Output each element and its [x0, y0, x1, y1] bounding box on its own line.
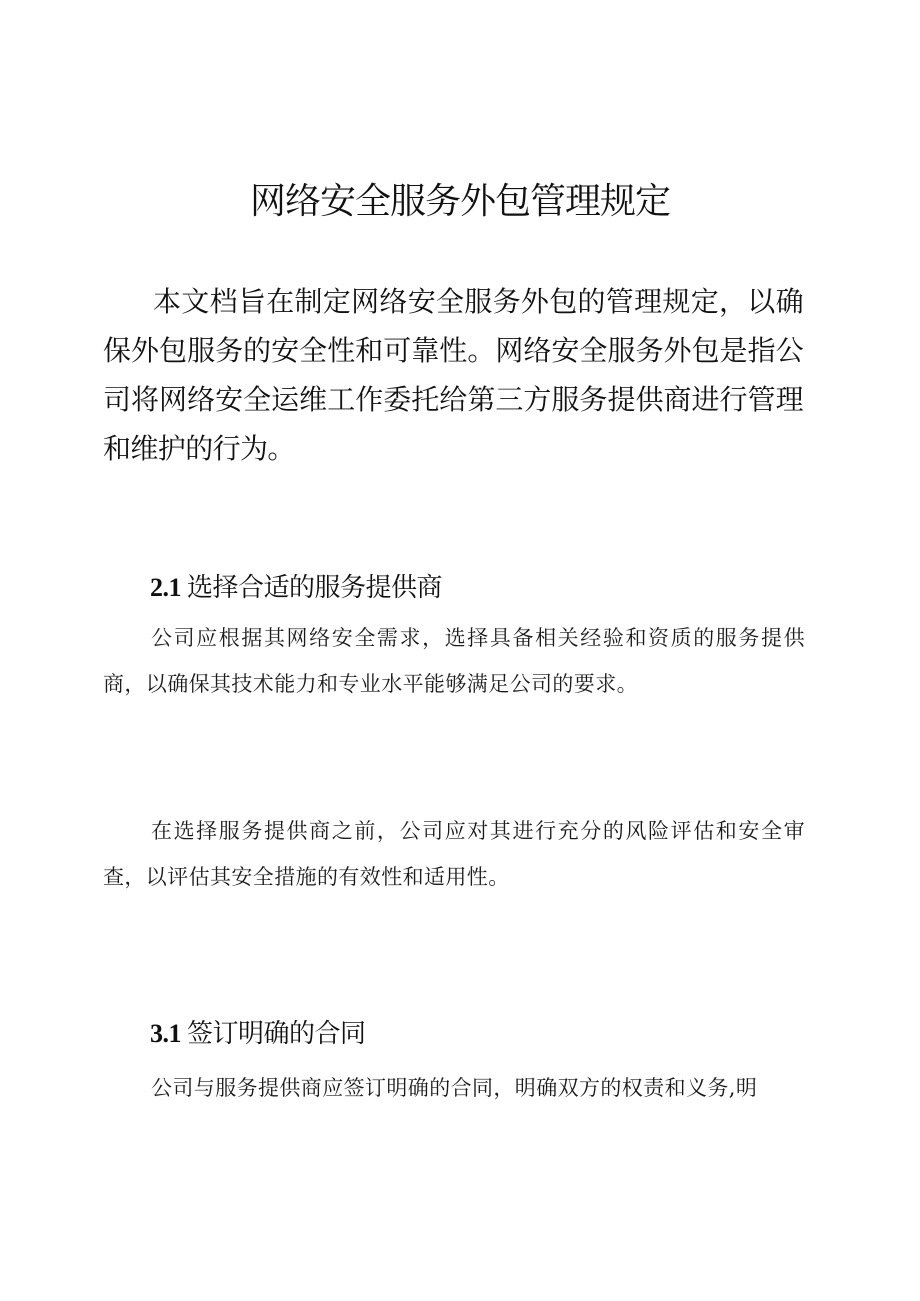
intro-paragraph: 本文档旨在制定网络安全服务外包的管理规定，以确保外包服务的安全性和可靠性。网络安全服务外包是指公司将网络安全运维工作委托给第三方服务提供商进行管理和维护的行为。 [103, 285, 803, 465]
section-title: 选择合适的服务提供商 [187, 573, 443, 603]
section-3-1-paragraph-1: 公司与服务提供商应签订明确的合同，明确双方的权责和义务,明 [151, 1076, 758, 1100]
section-heading-2-1 [150, 568, 442, 608]
section-number: 2.1 [150, 573, 181, 602]
section-heading-3-1 [150, 1014, 366, 1054]
document-title: 网络安全服务外包管理规定 [249, 181, 670, 222]
section-2-1-paragraph-1: 公司应根据其网络安全需求，选择具备相关经验和资质的服务提供商，以确保其技术能力和专业水平能够满足公司的要求。 [103, 626, 805, 696]
section-2-1-paragraph-2: 在选择服务提供商之前，公司应对其进行充分的风险评估和安全审查，以评估其安全措施的有效性和适用性。 [103, 819, 805, 889]
section-title: 签订明确的合同 [187, 1019, 366, 1049]
section-number: 3.1 [150, 1019, 181, 1048]
